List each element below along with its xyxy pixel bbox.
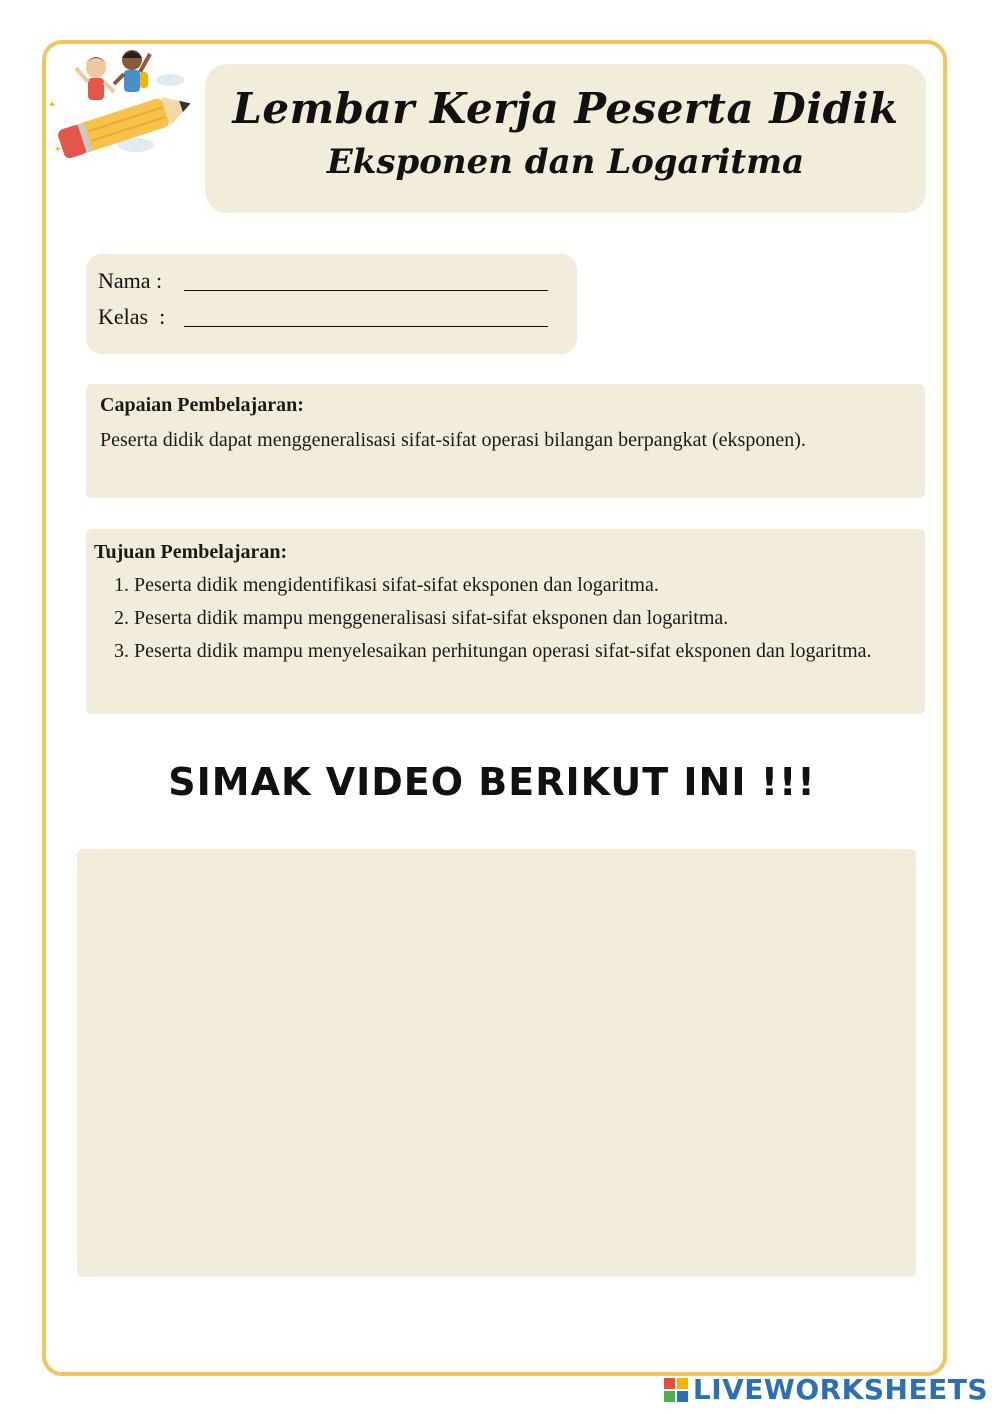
video-placeholder[interactable] — [77, 849, 916, 1277]
title-banner — [205, 64, 926, 213]
capaian-text: Peserta didik dapat menggeneralisasi sifat-sifat operasi bilangan berpangkat (eksponen). — [100, 429, 806, 451]
list-item — [114, 569, 925, 602]
tujuan-pembelajaran-box — [86, 529, 925, 714]
video-heading: SIMAK VIDEO BERIKUT INI !!! — [168, 760, 816, 804]
list-item-number: 3. — [114, 640, 129, 662]
student-identity-box — [86, 254, 577, 354]
kelas-row — [98, 304, 165, 330]
nama-row — [98, 268, 162, 294]
list-item-text: Peserta didik mengidentifikasi sifat-sifat eksponen dan logaritma. — [134, 574, 659, 596]
tujuan-list — [114, 569, 925, 668]
capaian-title: Capaian Pembelajaran: — [100, 394, 304, 416]
liveworksheets-logo-icon — [663, 1377, 689, 1403]
list-item-text: Peserta didik mampu menggeneralisasi sifat-sifat eksponen dan logaritma. — [134, 607, 729, 629]
capaian-pembelajaran-box — [86, 384, 925, 498]
svg-text:✦: ✦ — [48, 100, 57, 111]
list-item-number: 2. — [114, 607, 129, 629]
worksheet-title: Lembar Kerja Peserta Didik — [232, 84, 899, 133]
list-item — [114, 635, 925, 668]
worksheet-subtitle: Eksponen dan Logaritma — [326, 142, 805, 182]
kids-on-pencil-illustration — [44, 40, 204, 160]
svg-text:✦: ✦ — [54, 144, 62, 154]
list-item-text: Peserta didik mampu menyelesaikan perhitungan operasi sifat-sifat eksponen dan logaritma. — [134, 640, 872, 662]
tujuan-title: Tujuan Pembelajaran: — [94, 541, 288, 563]
brand-name: LIVEWORKSHEETS — [692, 1373, 988, 1406]
list-item-number: 1. — [114, 574, 129, 596]
kelas-label: Kelas : — [98, 304, 166, 329]
liveworksheets-brand[interactable] — [663, 1373, 988, 1406]
list-item — [114, 602, 925, 635]
nama-label: Nama : — [98, 268, 163, 293]
kelas-input-line[interactable] — [184, 326, 548, 327]
nama-input-line[interactable] — [184, 290, 548, 291]
